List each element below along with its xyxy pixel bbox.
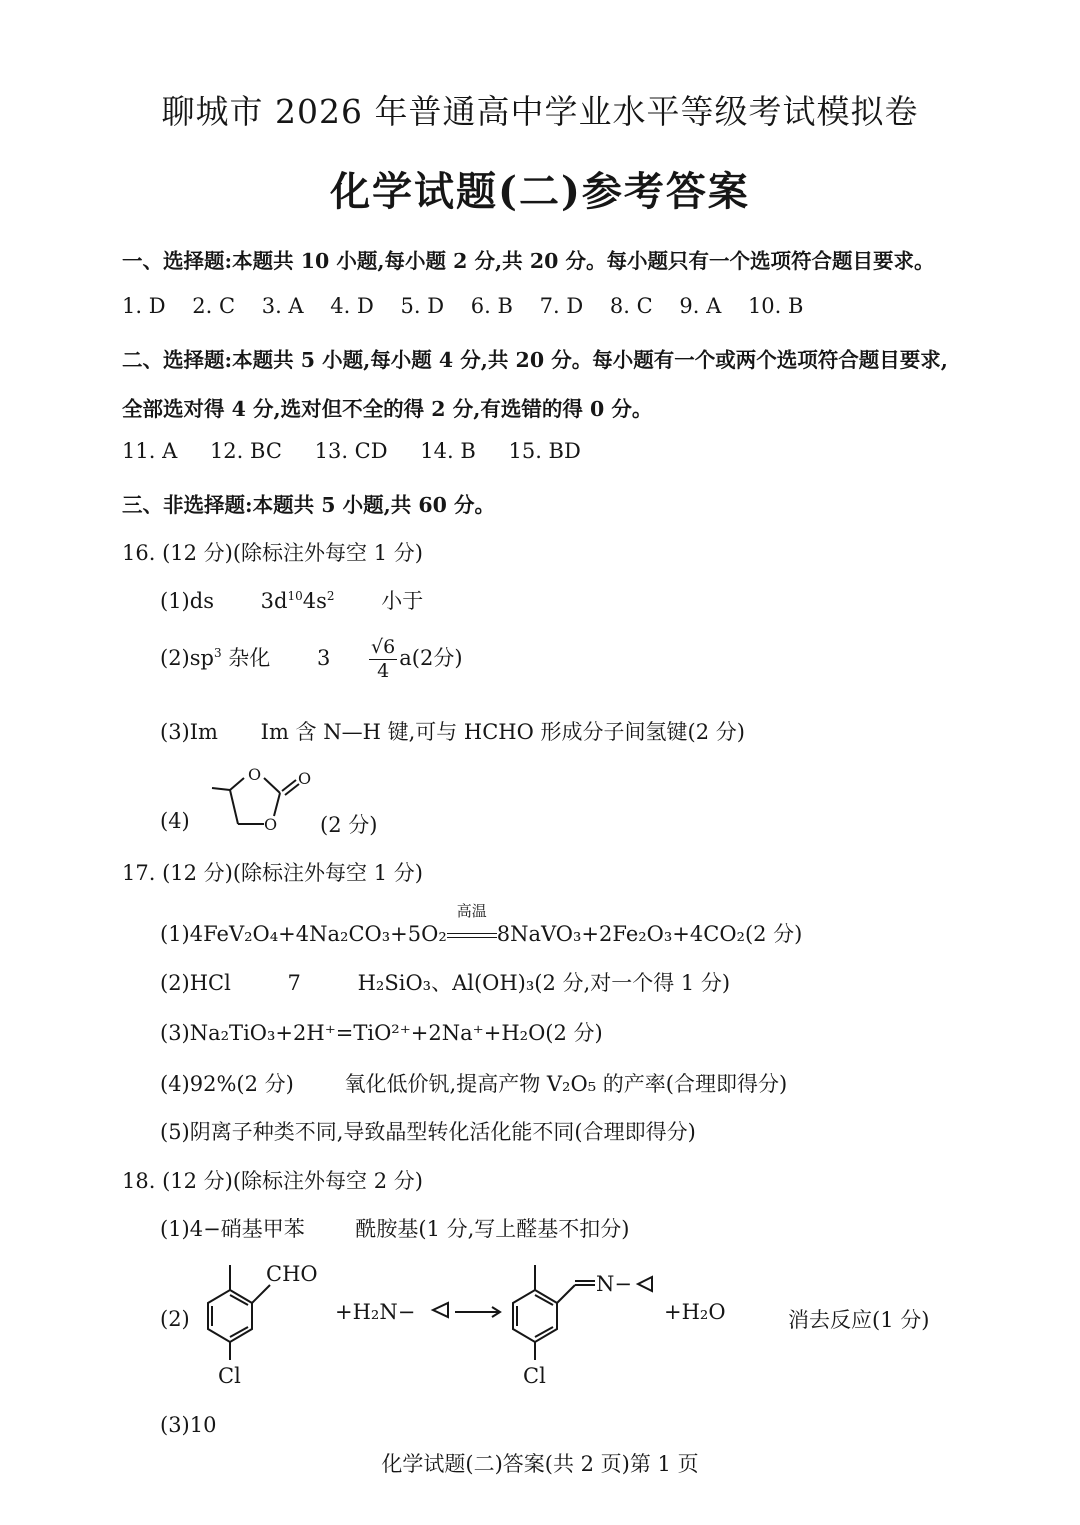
answer-5: 5. D xyxy=(400,294,445,318)
q16-p4-score: (2 分) xyxy=(320,813,378,837)
answer-9: 9. A xyxy=(679,294,722,318)
amine-reagent: +H₂N− xyxy=(335,1300,416,1324)
answer-1: 1. D xyxy=(122,294,166,318)
q16-p2-tail: a(2分) xyxy=(399,646,463,670)
q16-part2 xyxy=(160,638,1080,681)
answer-12: 12. BC xyxy=(209,439,282,463)
q17-heading: 17. (12 分)(除标注外每空 1 分) xyxy=(122,861,423,885)
q17-part1 xyxy=(160,902,1080,948)
section1-heading: 一、选择题:本题共 10 小题,每小题 2 分,共 20 分。每小题只有一个选项符合题目要求。 xyxy=(122,249,935,273)
ring-oxygen-1: O xyxy=(248,765,262,784)
imine-nitrogen: N− xyxy=(596,1272,632,1296)
q18-part3: (3)10 xyxy=(160,1413,217,1437)
product-cl: Cl xyxy=(523,1364,546,1388)
q17-p1-arrow xyxy=(447,902,497,946)
q16-p2-fraction: $\frac{√6}{4}$ xyxy=(371,636,396,682)
section2-heading-line2: 全部选对得 4 分,选对但不全的得 2 分,有选错的得 0 分。 xyxy=(122,397,653,421)
q17-p1-reactants: (1)4FeV₂O₄+4Na₂CO₃+5O₂ xyxy=(160,922,447,946)
answer-7: 7. D xyxy=(539,294,584,318)
exam-title: 聊城市 2026 年普通高中学业水平等级考试模拟卷 xyxy=(161,92,919,131)
answer-8: 8. C xyxy=(609,294,653,318)
answer-3: 3. A xyxy=(261,294,304,318)
q18-p1-label: (1)4−硝基甲苯 xyxy=(160,1217,305,1241)
q17-p4-label: (4)92%(2 分) xyxy=(160,1072,294,1096)
q16-p1-config: $3d^{10}4s^2$ xyxy=(260,589,335,613)
q16-p4-label: (4) xyxy=(160,809,190,833)
carbonyl-oxygen: O xyxy=(298,769,312,788)
q18-heading: 18. (12 分)(除标注外每空 2 分) xyxy=(122,1169,423,1193)
q17-p2-label: (2)HCl xyxy=(160,971,231,995)
q16-p2-number: 3 xyxy=(316,646,331,670)
answer-14: 14. B xyxy=(420,439,476,463)
q17-p1-products: 8NaVO₃+2Fe₂O₃+4CO₂(2 分) xyxy=(496,922,803,946)
reactant-cl: Cl xyxy=(218,1364,241,1388)
section3-heading: 三、非选择题:本题共 5 小题,共 60 分。 xyxy=(122,493,496,517)
q17-p1-condition: 高温 xyxy=(456,902,487,920)
answer-key-title: 化学试题(二)参考答案 xyxy=(330,168,750,215)
ring-oxygen-2: O xyxy=(264,815,278,834)
answer-4: 4. D xyxy=(330,294,374,318)
q16-p1-label: (1)ds xyxy=(160,589,214,613)
q17-p4-text: 氧化低价钒,提高产物 V₂O₅ 的产率(合理即得分) xyxy=(344,1072,788,1096)
q18-part1 xyxy=(160,1213,1080,1243)
q18-p1-text: 酰胺基(1 分,写上醛基不扣分) xyxy=(355,1217,630,1241)
q17-p2-number: 7 xyxy=(287,971,301,995)
q16-part3 xyxy=(160,716,1080,746)
answer-15: 15. BD xyxy=(508,439,581,463)
water-product: +H₂O xyxy=(664,1300,726,1324)
q16-heading: 16. (12 分)(除标注外每空 1 分) xyxy=(122,541,423,565)
page-footer: 化学试题(二)答案(共 2 页)第 1 页 xyxy=(381,1452,699,1476)
q16-p2-label: $(2)sp^3$ 杂化 xyxy=(160,646,271,670)
q16-p3-label: (3)Im xyxy=(160,720,218,744)
reaction-type: 消去反应(1 分) xyxy=(788,1308,930,1332)
answer-13: 13. CD xyxy=(314,439,388,463)
q17-part5: (5)阴离子种类不同,导致晶型转化活化能不同(合理即得分) xyxy=(160,1120,696,1144)
q16-part1 xyxy=(160,585,1080,615)
section2-heading-line1: 二、选择题:本题共 5 小题,每小题 4 分,共 20 分。每小题有一个或两个选项符合题目要求, xyxy=(122,348,948,372)
q16-p1-answer: 小于 xyxy=(381,589,424,613)
q17-part2 xyxy=(160,967,1080,997)
q18-p2-label: (2) xyxy=(160,1307,190,1331)
section1-answers xyxy=(122,294,1080,318)
cyclic-carbonate-structure xyxy=(200,758,320,838)
q17-part4 xyxy=(160,1068,1080,1098)
q18-reaction-scheme xyxy=(190,1255,970,1395)
cho-group: CHO xyxy=(266,1262,318,1286)
q17-part3: (3)Na₂TiO₃+2H⁺=TiO²⁺+2Na⁺+H₂O(2 分) xyxy=(160,1021,603,1045)
q17-p2-text: H₂SiO₃、Al(OH)₃(2 分,对一个得 1 分) xyxy=(357,971,731,995)
answer-6: 6. B xyxy=(470,294,513,318)
q16-p3-text: Im 含 N—H 键,可与 HCHO 形成分子间氢键(2 分) xyxy=(260,720,745,744)
section2-answers xyxy=(122,439,1080,463)
answer-2: 2. C xyxy=(192,294,236,318)
answer-10: 10. B xyxy=(747,294,804,318)
answer-11: 11. A xyxy=(122,439,178,463)
